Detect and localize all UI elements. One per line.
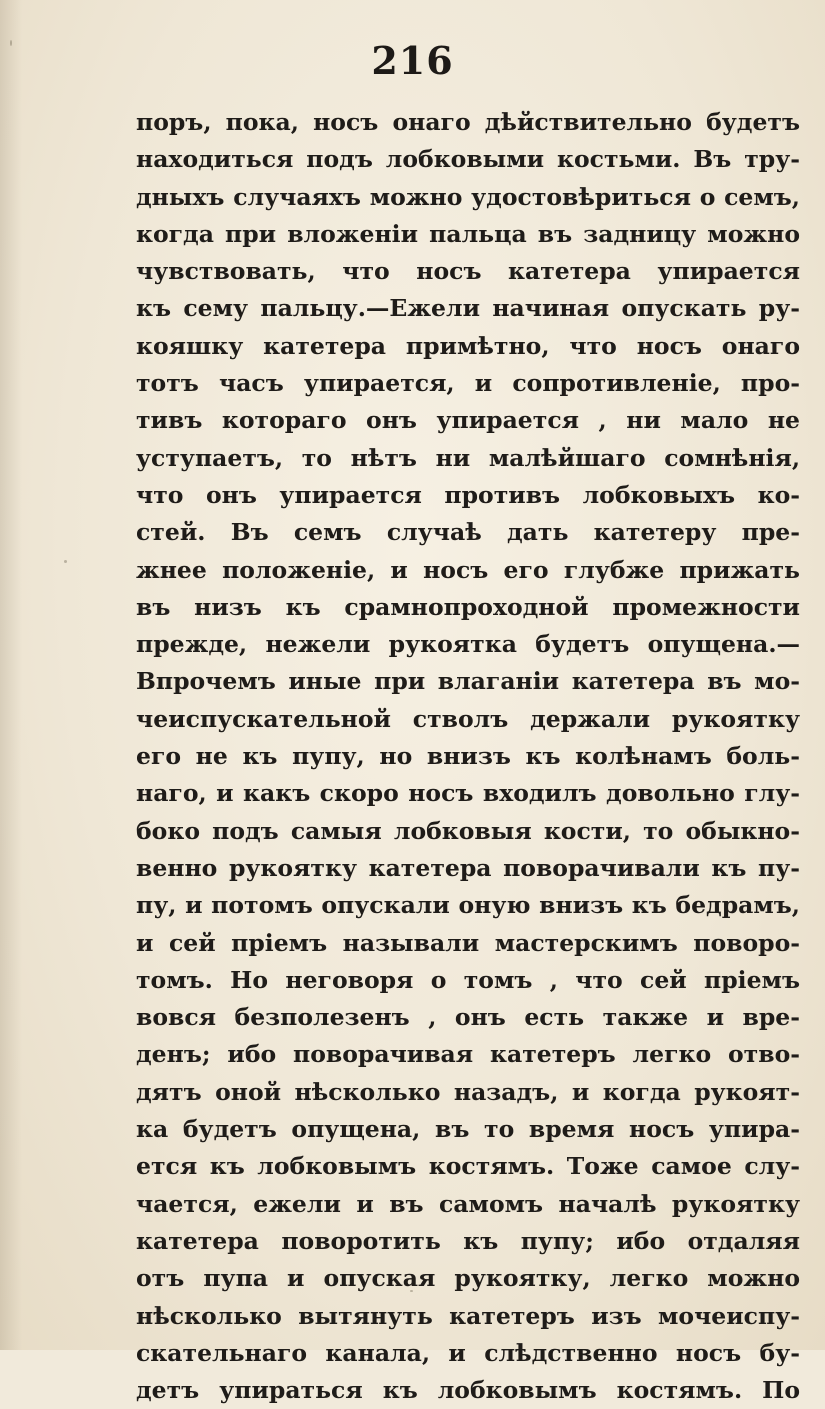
text-line-3: дныхъ случаяхъ можно удостовѣриться о семъ, — [136, 182, 800, 211]
body-text — [136, 104, 800, 1409]
text-line-19: наго, и какъ скоро носъ входилъ довольно глу- — [136, 779, 800, 808]
text-line-30: чается, ежели и въ самомъ началѣ рукоятку — [136, 1189, 800, 1218]
binding-shadow — [0, 0, 22, 1350]
text-line-14: въ низъ къ срамнопроходной промежности — [136, 592, 800, 621]
page-number: 216 — [371, 38, 454, 83]
text-line-31: катетера поворотить къ пупу; ибо отдаляя — [136, 1226, 800, 1255]
text-line-33: нѣсколько вытянуть катетеръ изъ мочеиспу- — [136, 1301, 800, 1330]
text-line-7: кояшку катетера примѣтно, что носъ онаго — [136, 331, 800, 360]
text-line-32: отъ пупа и опуская рукоятку, легко можно — [136, 1264, 800, 1293]
text-line-10: уступаетъ, то нѣтъ ни малѣйшаго сомнѣнія, — [136, 443, 800, 472]
text-line-20: боко подъ самыя лобковыя кости, то обыкно- — [136, 816, 800, 845]
text-line-12: стей. Въ семъ случаѣ дать катетеру пре- — [136, 518, 800, 547]
text-line-15: прежде, нежели рукоятка будетъ опущена.— — [136, 630, 800, 659]
text-line-24: томъ. Но неговоря о томъ , что сей пріемъ — [136, 965, 800, 994]
text-line-11: что онъ упирается противъ лобковыхъ ко- — [136, 480, 800, 509]
text-line-25: вовся безполезенъ , онъ есть также и вре- — [136, 1003, 800, 1032]
text-line-5: чувствовать, что носъ катетера упирается — [136, 257, 800, 286]
text-line-34: скательнаго канала, и слѣдственно носъ бу- — [136, 1338, 800, 1367]
paper-speck — [410, 1290, 413, 1292]
text-line-4: когда при вложеніи пальца въ задницу можно — [136, 219, 800, 248]
text-line-9: тивъ котораго онъ упирается , ни мало не — [136, 406, 800, 435]
text-line-8: тотъ часъ упирается, и сопротивленіе, про- — [136, 369, 800, 398]
paper-speck — [64, 560, 67, 563]
paper-speck — [10, 40, 12, 46]
text-line-22: пу, и потомъ опускали оную внизъ къ бедрамъ, — [136, 891, 800, 920]
text-line-2: находиться подъ лобковыми костьми. Въ тру- — [136, 145, 800, 174]
text-line-21: венно рукоятку катетера поворачивали къ пу- — [136, 853, 800, 882]
text-line-23: и сей пріемъ называли мастерскимъ поворо- — [136, 928, 800, 957]
text-line-29: ется къ лобковымъ костямъ. Тоже самое слу- — [136, 1152, 800, 1181]
text-line-26: денъ; ибо поворачивая катетеръ легко отво- — [136, 1040, 800, 1069]
text-line-28: ка будетъ опущена, въ то время носъ упира- — [136, 1115, 800, 1144]
text-line-6: къ сему пальцу.—Ежели начиная опускать ру- — [136, 294, 800, 323]
text-line-18: его не къ пупу, но внизъ къ колѣнамъ боль- — [136, 742, 800, 771]
text-line-13: жнее положеніе, и носъ его глубже прижать — [136, 555, 800, 584]
text-line-1: поръ, пока, носъ онаго дѣйствительно будетъ — [136, 108, 800, 136]
text-line-27: дятъ оной нѣсколько назадъ, и когда рукоят- — [136, 1077, 800, 1106]
text-line-35: детъ упираться къ лобковымъ костямъ. По — [136, 1376, 800, 1405]
text-line-16: Впрочемъ иные при влаганіи катетера въ мо- — [136, 667, 800, 696]
text-line-17: чеиспускательной стволъ держали рукоятку — [136, 704, 800, 733]
